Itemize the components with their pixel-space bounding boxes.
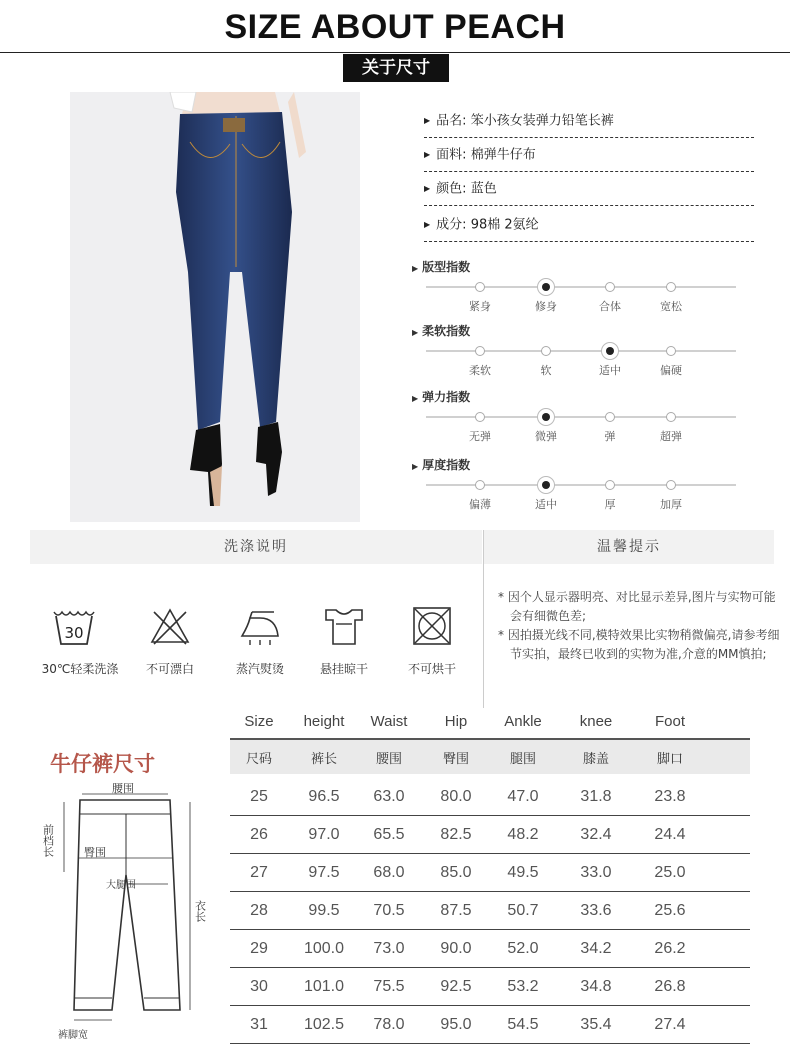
- index-marker: [541, 346, 551, 356]
- table-cell: 31: [250, 1015, 268, 1033]
- jeans-measurement-diagram: [40, 780, 220, 1040]
- title-divider: [0, 52, 790, 53]
- table-cell: 47.0: [507, 787, 539, 805]
- spec-value: 蓝色: [470, 181, 497, 197]
- table-header-en: [230, 708, 750, 734]
- column-header: 裤长: [310, 751, 337, 767]
- table-cell: 27: [250, 863, 268, 881]
- note-item: * 因拍摄光线不同,模特效果比实物稍微偏亮,请参考细节实拍，最终已收到的实物为准,介意的MM慎拍;: [498, 628, 780, 661]
- index-marker-selected: [537, 476, 555, 494]
- index-option-label: 修身: [535, 300, 557, 313]
- column-header: Foot: [654, 712, 685, 730]
- table-cell: 25.6: [654, 901, 686, 919]
- index-option-label: 弹: [604, 430, 616, 443]
- length-label: 衣长: [193, 900, 207, 922]
- index-title-text: 版型指数: [422, 260, 471, 274]
- section-divider: [483, 530, 484, 708]
- table-cell: 99.5: [308, 901, 340, 919]
- index-title-text: 厚度指数: [422, 458, 471, 472]
- section-subtitle: 关于尺寸: [343, 54, 449, 82]
- table-cell: 23.8: [654, 787, 686, 805]
- index-title-text: 弹力指数: [422, 390, 471, 404]
- table-cell: 102.5: [303, 1015, 345, 1033]
- index-marker-selected: [601, 342, 619, 360]
- table-cell: 33.6: [580, 901, 612, 919]
- no-tumble-dry-icon: [410, 604, 454, 648]
- index-marker: [475, 282, 485, 292]
- triangle-bullet-icon: ▶: [424, 150, 431, 159]
- table-cell: 24.4: [654, 825, 686, 843]
- hang-dry-icon: [322, 604, 366, 648]
- index-option-label: 软: [540, 364, 552, 377]
- table-cell: 27.4: [654, 1015, 686, 1033]
- index-option-label: 无弹: [469, 430, 491, 443]
- table-row: [230, 892, 750, 930]
- spec-label: 面料:: [436, 147, 467, 163]
- index-track: [426, 416, 736, 418]
- table-cell: 26.2: [654, 939, 686, 957]
- table-cell: 101.0: [303, 977, 345, 995]
- index-option-label: 紧身: [469, 300, 491, 313]
- column-header: 臀围: [442, 751, 469, 767]
- index-title: [412, 322, 470, 339]
- spec-row: [424, 176, 754, 206]
- table-cell: 49.5: [507, 863, 539, 881]
- index-option-label: 适中: [599, 364, 621, 377]
- spec-label: 颜色:: [436, 181, 467, 197]
- table-cell: 85.0: [440, 863, 472, 881]
- table-row: [230, 816, 750, 854]
- column-header: 尺码: [245, 751, 272, 767]
- index-marker-selected: [537, 408, 555, 426]
- care-label: 30℃轻柔洗涤: [41, 662, 119, 676]
- column-header: height: [303, 712, 345, 730]
- table-cell: 90.0: [440, 939, 472, 957]
- spec-label: 成分:: [436, 217, 467, 233]
- table-cell: 87.5: [440, 901, 472, 919]
- table-cell: 96.5: [308, 787, 340, 805]
- table-cell: 54.5: [507, 1015, 539, 1033]
- care-label: 不可漂白: [145, 662, 194, 676]
- triangle-bullet-icon: ▶: [412, 328, 419, 337]
- triangle-bullet-icon: ▶: [412, 462, 419, 471]
- table-header-cn: [230, 740, 750, 774]
- table-cell: 80.0: [440, 787, 472, 805]
- table-cell: 34.2: [580, 939, 612, 957]
- size-chart-heading: 牛仔裤尺寸: [50, 751, 155, 776]
- table-cell: 26.8: [654, 977, 686, 995]
- spec-value: 笨小孩女装弹力铅笔长裤: [470, 113, 614, 129]
- table-cell: 35.4: [580, 1015, 612, 1033]
- table-cell: 48.2: [507, 825, 539, 843]
- triangle-bullet-icon: ▶: [424, 116, 431, 125]
- table-row: [230, 854, 750, 892]
- index-marker-selected: [537, 278, 555, 296]
- front-rise-label: 前档长: [41, 824, 55, 857]
- table-cell: 97.5: [308, 863, 340, 881]
- column-header: knee: [579, 712, 613, 730]
- no-bleach-icon: [148, 604, 192, 648]
- column-header: 腰围: [375, 751, 402, 767]
- table-cell: 25.0: [654, 863, 686, 881]
- index-title: [412, 258, 470, 275]
- triangle-bullet-icon: ▶: [412, 264, 419, 273]
- column-header: Waist: [370, 712, 408, 730]
- table-row: [230, 930, 750, 968]
- index-marker: [475, 346, 485, 356]
- index-track: [426, 484, 736, 486]
- table-cell: 29: [250, 939, 268, 957]
- table-cell: 33.0: [580, 863, 612, 881]
- index-marker: [605, 480, 615, 490]
- table-cell: 68.0: [373, 863, 405, 881]
- table-cell: 92.5: [440, 977, 472, 995]
- index-marker: [666, 346, 676, 356]
- table-cell: 25: [250, 787, 268, 805]
- column-header: Size: [244, 712, 274, 730]
- index-track: [426, 286, 736, 288]
- index-option-label: 超弹: [660, 430, 682, 443]
- table-cell: 78.0: [373, 1015, 405, 1033]
- index-marker: [666, 282, 676, 292]
- index-option-label: 偏薄: [469, 498, 491, 511]
- wash-30-icon: [52, 604, 96, 648]
- product-photo: [70, 92, 360, 522]
- care-label: 不可烘干: [407, 662, 456, 676]
- table-row: [230, 968, 750, 1006]
- index-marker: [475, 480, 485, 490]
- index-marker: [475, 412, 485, 422]
- table-cell: 50.7: [507, 901, 539, 919]
- index-marker: [666, 480, 676, 490]
- index-title: [412, 456, 470, 473]
- column-header: 腿围: [509, 751, 536, 767]
- table-cell: 30: [250, 977, 268, 995]
- table-cell: 32.4: [580, 825, 612, 843]
- index-option-label: 合体: [599, 300, 621, 313]
- column-header: Hip: [444, 712, 468, 730]
- table-cell: 97.0: [308, 825, 340, 843]
- spec-value: 棉弹牛仔布: [470, 147, 536, 163]
- table-cell: 70.5: [373, 901, 405, 919]
- table-cell: 26: [250, 825, 268, 843]
- triangle-bullet-icon: ▶: [424, 184, 431, 193]
- care-label: 蒸汽熨烫: [235, 662, 284, 676]
- notes-list: [490, 588, 780, 664]
- spec-row: [424, 212, 754, 242]
- index-option-label: 柔软: [469, 364, 491, 377]
- table-cell: 63.0: [373, 787, 405, 805]
- table-row: [230, 1006, 750, 1044]
- table-cell: 65.5: [373, 825, 405, 843]
- hip-label: 臀围: [84, 846, 106, 859]
- table-cell: 95.0: [440, 1015, 472, 1033]
- index-option-label: 宽松: [660, 300, 682, 313]
- table-cell: 73.0: [373, 939, 405, 957]
- waist-label: 腰围: [112, 782, 134, 795]
- index-option-label: 微弹: [535, 430, 557, 443]
- thigh-label: 大腿围: [106, 880, 136, 891]
- spec-label: 品名:: [436, 113, 467, 129]
- index-marker: [605, 412, 615, 422]
- index-option-label: 适中: [535, 498, 557, 511]
- table-cell: 28: [250, 901, 268, 919]
- table-cell: 82.5: [440, 825, 472, 843]
- spec-row: [424, 142, 754, 172]
- steam-iron-icon: [238, 604, 282, 648]
- wash-temp-label: 30: [64, 624, 84, 642]
- hem-label: 裤脚宽: [58, 1030, 88, 1040]
- triangle-bullet-icon: ▶: [424, 220, 431, 229]
- table-cell: 31.8: [580, 787, 612, 805]
- table-cell: 52.0: [507, 939, 539, 957]
- table-cell: 53.2: [507, 977, 539, 995]
- index-marker: [605, 282, 615, 292]
- table-cell: 34.8: [580, 977, 612, 995]
- column-header: 膝盖: [582, 751, 609, 767]
- table-cell: 100.0: [303, 939, 345, 957]
- spec-row: [424, 108, 754, 138]
- care-label: 悬挂晾干: [319, 662, 368, 676]
- table-row: [230, 778, 750, 816]
- table-cell: 75.5: [373, 977, 405, 995]
- index-option-label: 厚: [604, 498, 616, 511]
- care-heading: 洗涤说明: [30, 530, 482, 564]
- index-track: [426, 350, 736, 352]
- column-header: 脚口: [656, 751, 683, 767]
- index-title-text: 柔软指数: [422, 324, 471, 338]
- index-marker: [666, 412, 676, 422]
- spec-value: 98棉 2氨纶: [470, 217, 539, 233]
- note-item: * 因个人显示器明亮、对比显示差异,图片与实物可能会有细微色差;: [498, 590, 776, 623]
- index-title: [412, 388, 470, 405]
- notes-heading: 温馨提示: [484, 530, 774, 564]
- page-title: SIZE ABOUT PEACH: [224, 8, 566, 46]
- triangle-bullet-icon: ▶: [412, 394, 419, 403]
- column-header: Ankle: [504, 712, 542, 730]
- index-option-label: 偏硬: [660, 364, 682, 377]
- index-option-label: 加厚: [660, 498, 682, 511]
